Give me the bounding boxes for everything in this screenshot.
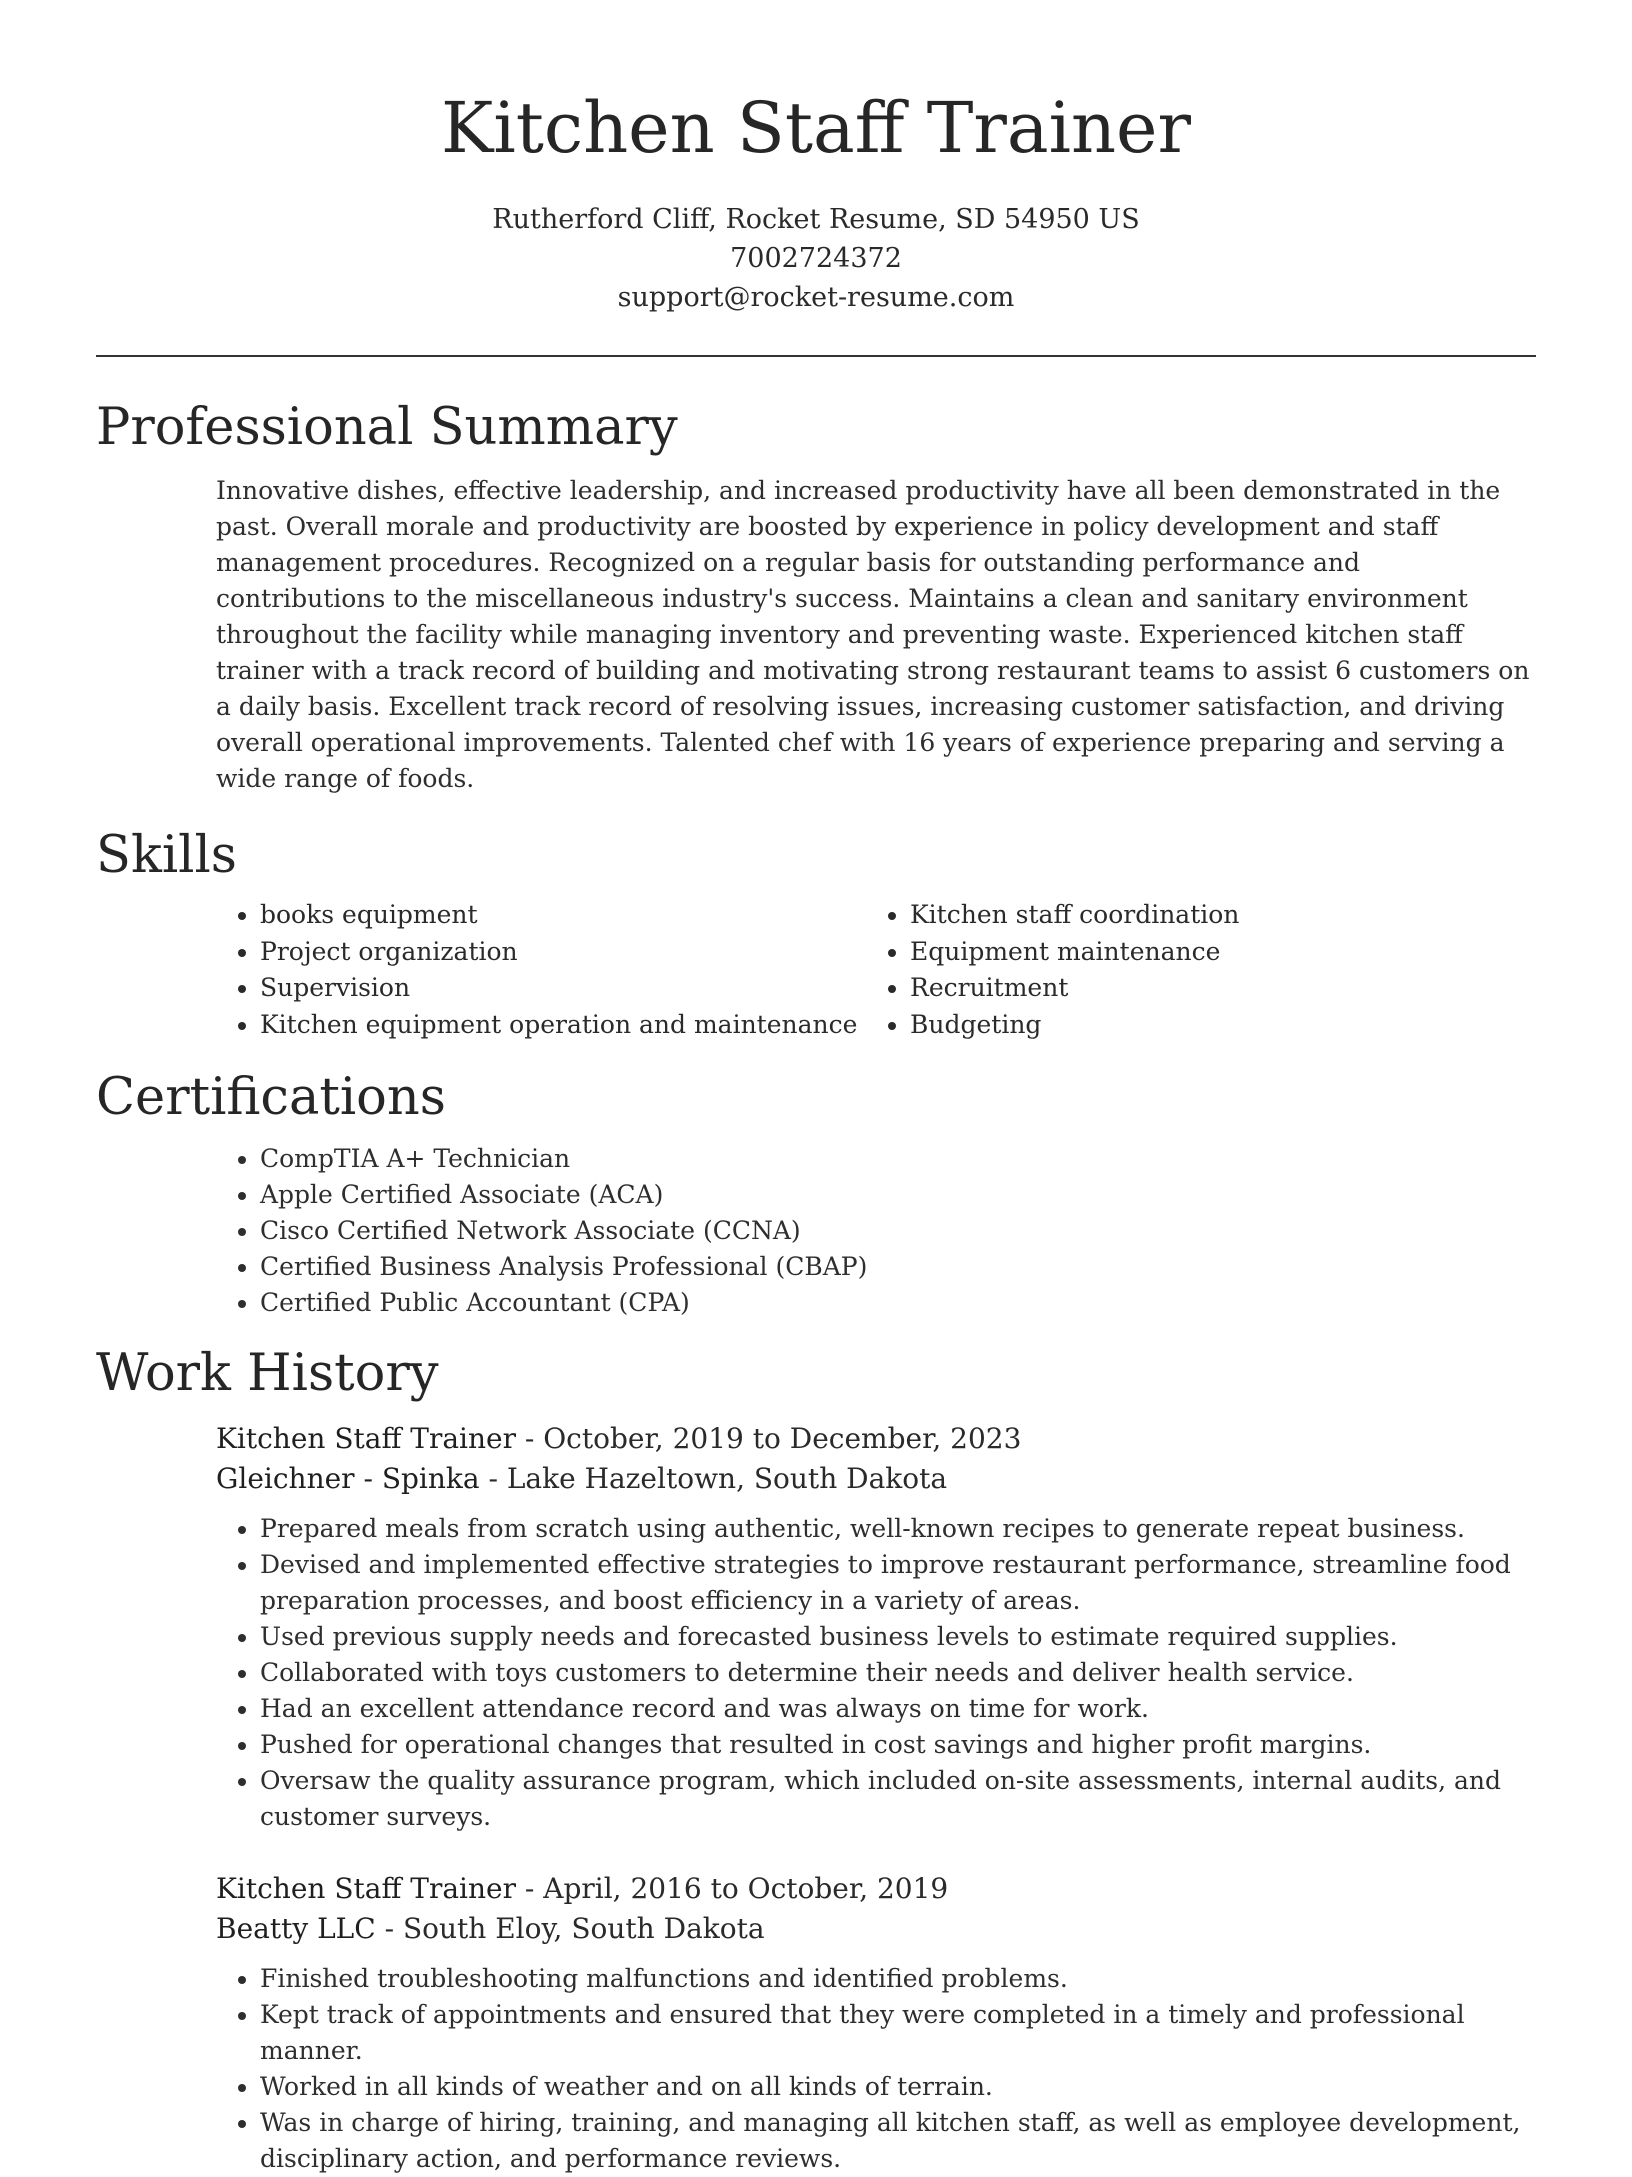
summary-section	[96, 397, 1536, 797]
skills-section	[96, 825, 1536, 1043]
job-location: - Lake Hazeltown, South Dakota	[479, 1462, 948, 1495]
skill-item: • Kitchen staff coordination	[910, 897, 1239, 934]
contact-email: support@rocket-resume.com	[617, 282, 1015, 313]
resume-header	[96, 0, 1536, 317]
job-bullet: • Worked in all kinds of weather and on all kinds of terrain.	[260, 2069, 1536, 2105]
job-title: Kitchen Staff Trainer	[216, 1872, 516, 1905]
job-bullets	[216, 1961, 1536, 2177]
skills-columns	[216, 897, 1536, 1043]
skill-item: • Equipment maintenance	[910, 934, 1239, 971]
job-entry	[216, 1419, 1536, 1835]
job-bullet: • Collaborated with toys customers to determine their needs and deliver health service.	[260, 1655, 1536, 1691]
job-bullet: • Devised and implemented effective strategies to improve restaurant performance, streamline food preparation processes, and boost efficiency in a variety of areas.	[260, 1547, 1536, 1619]
skill-item: • books equipment	[260, 897, 866, 934]
job-bullet: • Had an excellent attendance record and was always on time for work.	[260, 1691, 1536, 1727]
work-history-heading: Work History	[96, 1344, 439, 1403]
job-company: Gleichner - Spinka	[216, 1462, 480, 1495]
certification-item: • Cisco Certified Network Associate (CCNA)	[260, 1213, 1536, 1249]
job-bullet: • Oversaw the quality assurance program, which included on-site assessments, internal audits, and customer surveys.	[260, 1763, 1536, 1835]
job-location: - South Eloy, South Dakota	[375, 1912, 765, 1945]
work-history-section	[96, 1343, 1536, 2177]
summary-heading: Professional Summary	[96, 398, 678, 457]
summary-text: Innovative dishes, effective leadership, and increased productivity have all been demonstrated in the past. Overall morale and productivity are boosted by experience in policy development and staff management procedures. Recognized on a regular basis for outstanding performance and contributions to the miscellaneous industry's success. Maintains a clean and sanitary environment throughout the facility while managing inventory and preventing waste. Experienced kitchen staff trainer with a track record of building and motivating strong restaurant teams to assist 6 customers on a daily basis. Excellent track record of resolving issues, increasing customer satisfaction, and driving overall operational improvements. Talented chef with 16 years of experience preparing and serving a wide range of foods.	[216, 476, 1530, 793]
job-dates: - October, 2019 to December, 2023	[515, 1422, 1022, 1455]
certifications-list	[216, 1141, 1536, 1321]
job-bullet: • Pushed for operational changes that resulted in cost savings and higher profit margins.	[260, 1727, 1536, 1763]
certification-item: • Certified Public Accountant (CPA)	[260, 1285, 1536, 1321]
certifications-section	[96, 1067, 1536, 1321]
certification-item: • Certified Business Analysis Professional (CBAP)	[260, 1249, 1536, 1285]
contact-phone: 7002724372	[730, 243, 902, 274]
job-company-line	[216, 1909, 1536, 1949]
job-bullets	[216, 1511, 1536, 1835]
skill-item: • Supervision	[260, 970, 866, 1007]
skill-item: • Kitchen equipment operation and maintenance	[260, 1007, 866, 1044]
skills-column-left	[216, 897, 866, 1043]
skill-item: • Budgeting	[910, 1007, 1239, 1044]
job-bullet: • Used previous supply needs and forecasted business levels to estimate required supplies.	[260, 1619, 1536, 1655]
job-dates: - April, 2016 to October, 2019	[515, 1872, 949, 1905]
job-title-line	[216, 1419, 1536, 1459]
job-title: Kitchen Staff Trainer	[216, 1422, 516, 1455]
job-title-line	[216, 1869, 1536, 1909]
header-divider	[96, 355, 1536, 357]
job-bullet: • Finished troubleshooting malfunctions and identified problems.	[260, 1961, 1536, 1997]
job-company-line	[216, 1459, 1536, 1499]
job-company: Beatty LLC	[216, 1912, 376, 1945]
resume-name: Kitchen Staff Trainer	[441, 87, 1191, 169]
certification-item: • CompTIA A+ Technician	[260, 1141, 1536, 1177]
contact-address: Rutherford Cliff, Rocket Resume, SD 54950 US	[492, 204, 1140, 235]
certifications-heading: Certifications	[96, 1068, 446, 1127]
job-bullet: • Prepared meals from scratch using authentic, well-known recipes to generate repeat business.	[260, 1511, 1536, 1547]
job-bullet: • Kept track of appointments and ensured that they were completed in a timely and professional manner.	[260, 1997, 1536, 2069]
skills-column-right	[866, 897, 1239, 1043]
job-bullet: • Was in charge of hiring, training, and managing all kitchen staff, as well as employee development, disciplinary action, and performance reviews.	[260, 2105, 1536, 2177]
skills-heading: Skills	[96, 826, 237, 885]
certification-item: • Apple Certified Associate (ACA)	[260, 1177, 1536, 1213]
skill-item: • Project organization	[260, 934, 866, 971]
skill-item: • Recruitment	[910, 970, 1239, 1007]
job-entry	[216, 1869, 1536, 2177]
contact-info	[96, 200, 1536, 317]
